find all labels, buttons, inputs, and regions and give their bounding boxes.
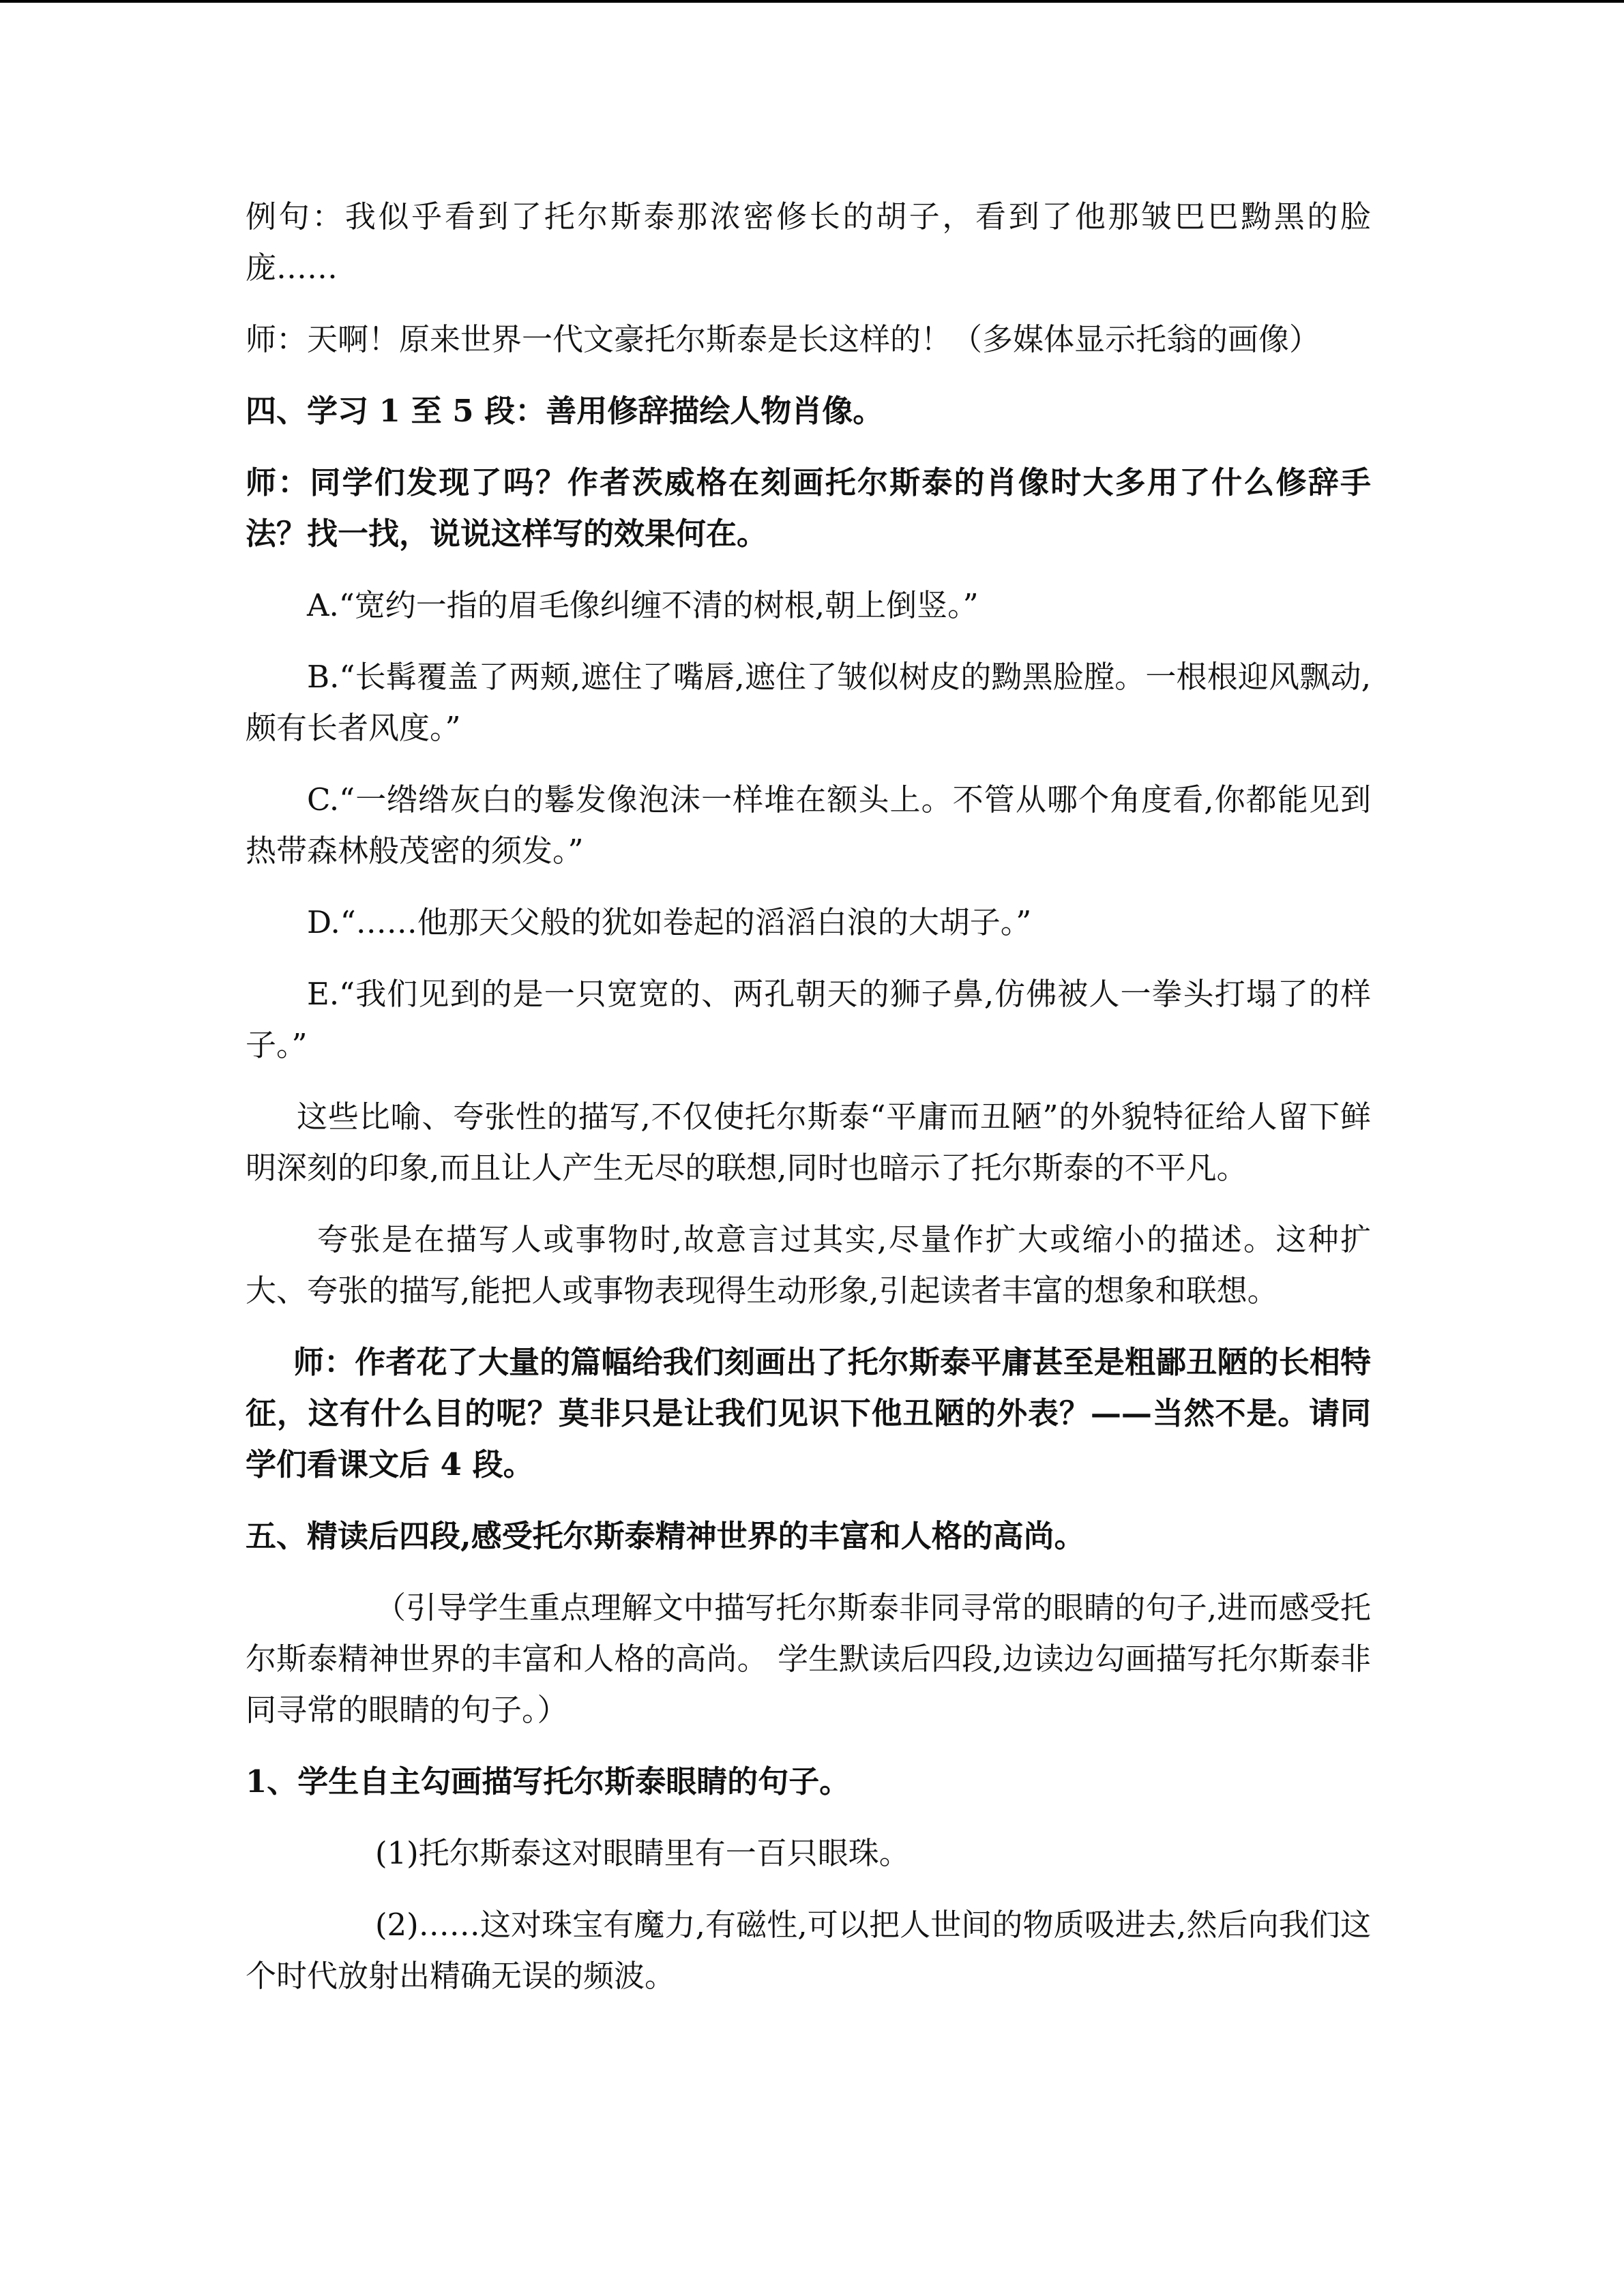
quote-d: D.“……他那天父般的犹如卷起的滔滔白浪的大胡子。” [307,904,1032,940]
analysis-paragraph: 这些比喻、夸张性的描写,不仅使托尔斯泰“平庸而丑陋”的外貌特征给人留下鲜明深刻的印象,而且让人产生无尽的联想,同时也暗示了托尔斯泰的不平凡。 [246,1099,1371,1186]
teacher-transition: 师：作者花了大量的篇幅给我们刻画出了托尔斯泰平庸甚至是粗鄙丑陋的长相特征，这有什么目的呢？莫非只是让我们见识下他丑陋的外表？——当然不是。请同学们看课文后 4 段。 [246,1344,1371,1482]
document-page [246,191,1371,2022]
example-sentence: 例句：我似乎看到了托尔斯泰那浓密修长的胡子，看到了他那皱巴巴黝黑的脸庞…… [246,198,1371,286]
teacher-remark: 师：天啊！原来世界一代文豪托尔斯泰是长这样的！（多媒体显示托翁的画像） [246,321,1320,357]
guidance-note: （引导学生重点理解文中描写托尔斯泰非同寻常的眼睛的句子,进而感受托尔斯泰精神世界的丰富和人格的高尚。 学生默读后四段,边读边勾画描写托尔斯泰非同寻常的眼睛的句子。） [246,1590,1371,1728]
section-heading-5: 五、精读后四段,感受托尔斯泰精神世界的丰富和人格的高尚。 [246,1518,1085,1554]
task-1-heading: 1、学生自主勾画描写托尔斯泰眼睛的句子。 [246,1763,851,1800]
quote-e: E.“我们见到的是一只宽宽的、两孔朝天的狮子鼻,仿佛被人一拳头打塌了的样子。” [246,976,1371,1063]
quote-b: B.“长髯覆盖了两颊,遮住了嘴唇,遮住了皱似树皮的黝黑脸膛。一根根迎风飘动,颇有长者风度。” [246,659,1371,746]
page-top-border [0,0,1624,3]
eye-sentence-2: (2)……这对珠宝有魔力,有磁性,可以把人世间的物质吸进去,然后向我们这个时代放射出精确无误的频波。 [246,1907,1371,1994]
section-heading-4: 四、学习 1 至 5 段：善用修辞描绘人物肖像。 [246,393,884,429]
eye-sentence-1: (1)托尔斯泰这对眼睛里有一百只眼珠。 [375,1835,910,1871]
teacher-question: 师：同学们发现了吗？作者茨威格在刻画托尔斯泰的肖像时大多用了什么修辞手法？找一找，说说这样写的效果何在。 [246,464,1371,552]
hyperbole-definition: 夸张是在描写人或事物时,故意言过其实,尽量作扩大或缩小的描述。这种扩大、夸张的描写,能把人或事物表现得生动形象,引起读者丰富的想象和联想。 [246,1221,1371,1309]
quote-c: C.“一绺绺灰白的鬈发像泡沫一样堆在额头上。不管从哪个角度看,你都能见到热带森林般茂密的须发。” [246,781,1371,869]
quote-a: A.“宽约一指的眉毛像纠缠不清的树根,朝上倒竖。” [307,587,979,623]
